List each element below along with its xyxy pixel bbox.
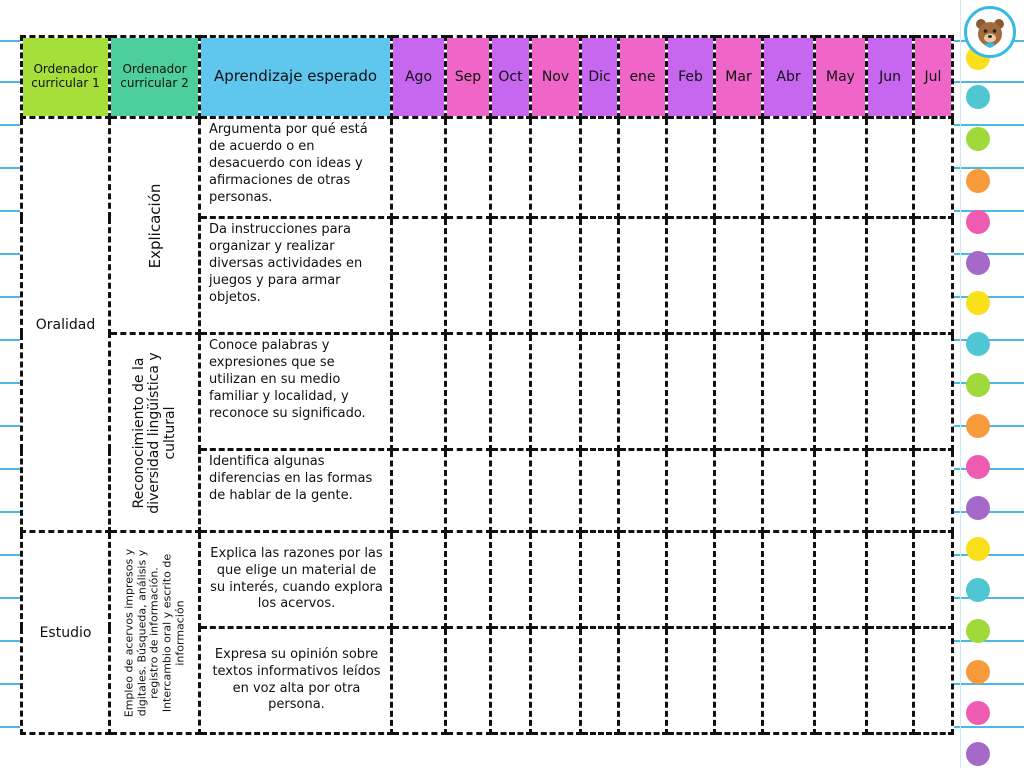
- month-cell[interactable]: [581, 628, 619, 734]
- header-month: Feb: [667, 37, 715, 118]
- month-cell[interactable]: [715, 218, 763, 334]
- header-org1: Ordenador curricular 1: [22, 37, 110, 118]
- header-month: May: [815, 37, 867, 118]
- header-month: Dic: [581, 37, 619, 118]
- header-month: Nov: [531, 37, 581, 118]
- month-cell[interactable]: [619, 218, 667, 334]
- month-cell[interactable]: [531, 628, 581, 734]
- dot-purple: [966, 496, 990, 520]
- month-cell[interactable]: [914, 532, 953, 628]
- month-cell[interactable]: [491, 334, 531, 450]
- aprendizaje-cell: Identifica algunas diferencias en las formas de hablar de la gente.: [200, 450, 392, 532]
- aprendizaje-cell: Conoce palabras y expresiones que se utilizan en su medio familiar y localidad, y reconoce su significado.: [200, 334, 392, 450]
- dot-green: [966, 127, 990, 151]
- month-cell[interactable]: [491, 628, 531, 734]
- header-month: Ago: [392, 37, 446, 118]
- dot-yellow: [966, 537, 990, 561]
- month-cell[interactable]: [491, 118, 531, 218]
- month-cell[interactable]: [667, 450, 715, 532]
- org1-cell: Oralidad: [22, 118, 110, 532]
- dot-teal: [966, 578, 990, 602]
- dot-teal: [966, 332, 990, 356]
- month-cell[interactable]: [914, 218, 953, 334]
- header-month: Jun: [867, 37, 914, 118]
- month-cell[interactable]: [491, 450, 531, 532]
- org2-cell: [110, 334, 200, 532]
- month-cell[interactable]: [815, 532, 867, 628]
- header-aprendizaje: Aprendizaje esperado: [200, 37, 392, 118]
- month-cell[interactable]: [581, 450, 619, 532]
- month-cell[interactable]: [667, 532, 715, 628]
- month-cell[interactable]: [531, 334, 581, 450]
- dot-orange: [966, 169, 990, 193]
- month-cell[interactable]: [446, 218, 491, 334]
- header-month: Mar: [715, 37, 763, 118]
- month-cell[interactable]: [581, 532, 619, 628]
- month-cell[interactable]: [531, 218, 581, 334]
- month-cell[interactable]: [867, 532, 914, 628]
- dot-pink: [966, 701, 990, 725]
- dot-green: [966, 619, 990, 643]
- month-cell[interactable]: [619, 450, 667, 532]
- org1-cell: Estudio: [22, 532, 110, 734]
- month-cell[interactable]: [667, 334, 715, 450]
- bear-logo-badge: [964, 6, 1016, 58]
- month-cell[interactable]: [581, 118, 619, 218]
- month-cell[interactable]: [914, 450, 953, 532]
- month-cell[interactable]: [446, 334, 491, 450]
- month-cell[interactable]: [763, 218, 815, 334]
- month-cell[interactable]: [392, 532, 446, 628]
- month-cell[interactable]: [446, 532, 491, 628]
- month-cell[interactable]: [531, 118, 581, 218]
- month-cell[interactable]: [392, 218, 446, 334]
- aprendizaje-cell: Explica las razones por las que elige un material de su interés, cuando explora los acervos.: [200, 532, 392, 628]
- header-month: Sep: [446, 37, 491, 118]
- month-cell[interactable]: [446, 628, 491, 734]
- month-cell[interactable]: [667, 628, 715, 734]
- month-cell[interactable]: [581, 334, 619, 450]
- month-cell[interactable]: [715, 118, 763, 218]
- month-cell[interactable]: [667, 218, 715, 334]
- month-cell[interactable]: [531, 450, 581, 532]
- header-row: [22, 37, 953, 118]
- month-cell[interactable]: [491, 532, 531, 628]
- dot-yellow: [966, 291, 990, 315]
- dot-teal: [966, 85, 990, 109]
- month-cell[interactable]: [914, 118, 953, 218]
- month-cell[interactable]: [619, 118, 667, 218]
- dot-pink: [966, 455, 990, 479]
- month-cell[interactable]: [867, 628, 914, 734]
- table-row: [22, 118, 953, 218]
- month-cell[interactable]: [815, 628, 867, 734]
- header-month: Oct: [491, 37, 531, 118]
- header-org2: Ordenador curricular 2: [110, 37, 200, 118]
- header-month: Abr: [763, 37, 815, 118]
- month-cell[interactable]: [392, 118, 446, 218]
- month-cell[interactable]: [715, 532, 763, 628]
- org2-cell: [110, 532, 200, 734]
- dot-pink: [966, 210, 990, 234]
- month-cell[interactable]: [914, 334, 953, 450]
- month-cell[interactable]: [619, 532, 667, 628]
- org2-label: Explicación: [145, 183, 164, 268]
- header-month: Jul: [914, 37, 953, 118]
- month-cell[interactable]: [815, 118, 867, 218]
- month-cell[interactable]: [867, 118, 914, 218]
- month-cell[interactable]: [667, 118, 715, 218]
- bear-face-icon: [972, 14, 1008, 50]
- header-month: ene: [619, 37, 667, 118]
- aprendizaje-cell: Argumenta por qué está de acuerdo o en desacuerdo con ideas y afirmaciones de otras personas.: [200, 118, 392, 218]
- month-cell[interactable]: [715, 450, 763, 532]
- month-cell[interactable]: [446, 118, 491, 218]
- month-cell[interactable]: [619, 628, 667, 734]
- month-cell[interactable]: [914, 628, 953, 734]
- month-cell[interactable]: [763, 628, 815, 734]
- month-cell[interactable]: [715, 334, 763, 450]
- month-cell[interactable]: [763, 532, 815, 628]
- dot-purple: [966, 251, 990, 275]
- dot-purple: [966, 742, 990, 766]
- month-cell[interactable]: [581, 218, 619, 334]
- month-cell[interactable]: [531, 532, 581, 628]
- month-cell[interactable]: [491, 218, 531, 334]
- month-cell[interactable]: [715, 628, 763, 734]
- table-row: [22, 334, 953, 450]
- month-cell[interactable]: [815, 334, 867, 450]
- margin-line: [960, 0, 961, 768]
- dot-orange: [966, 414, 990, 438]
- month-cell[interactable]: [763, 334, 815, 450]
- month-cell[interactable]: [763, 118, 815, 218]
- month-cell[interactable]: [763, 450, 815, 532]
- month-cell[interactable]: [867, 450, 914, 532]
- month-cell[interactable]: [867, 218, 914, 334]
- table-row: [22, 532, 953, 628]
- month-cell[interactable]: [867, 334, 914, 450]
- month-cell[interactable]: [815, 218, 867, 334]
- dot-green: [966, 373, 990, 397]
- month-cell[interactable]: [619, 334, 667, 450]
- month-cell[interactable]: [392, 628, 446, 734]
- month-cell[interactable]: [392, 450, 446, 532]
- planning-table: [20, 35, 954, 735]
- org2-label: Reconocimiento de la diversidad lingüística y cultural: [130, 351, 178, 514]
- org2-label: Empleo de acervos impresos y digitales. Búsqueda, análisis y registro de información. Intercambio oral y escrito de información: [121, 548, 186, 717]
- aprendizaje-cell: Expresa su opinión sobre textos informativos leídos en voz alta por otra persona.: [200, 628, 392, 734]
- month-cell[interactable]: [815, 450, 867, 532]
- org2-cell: [110, 118, 200, 334]
- month-cell[interactable]: [392, 334, 446, 450]
- dot-orange: [966, 660, 990, 684]
- month-cell[interactable]: [446, 450, 491, 532]
- aprendizaje-cell: Da instrucciones para organizar y realizar diversas actividades en juegos y para armar objetos.: [200, 218, 392, 334]
